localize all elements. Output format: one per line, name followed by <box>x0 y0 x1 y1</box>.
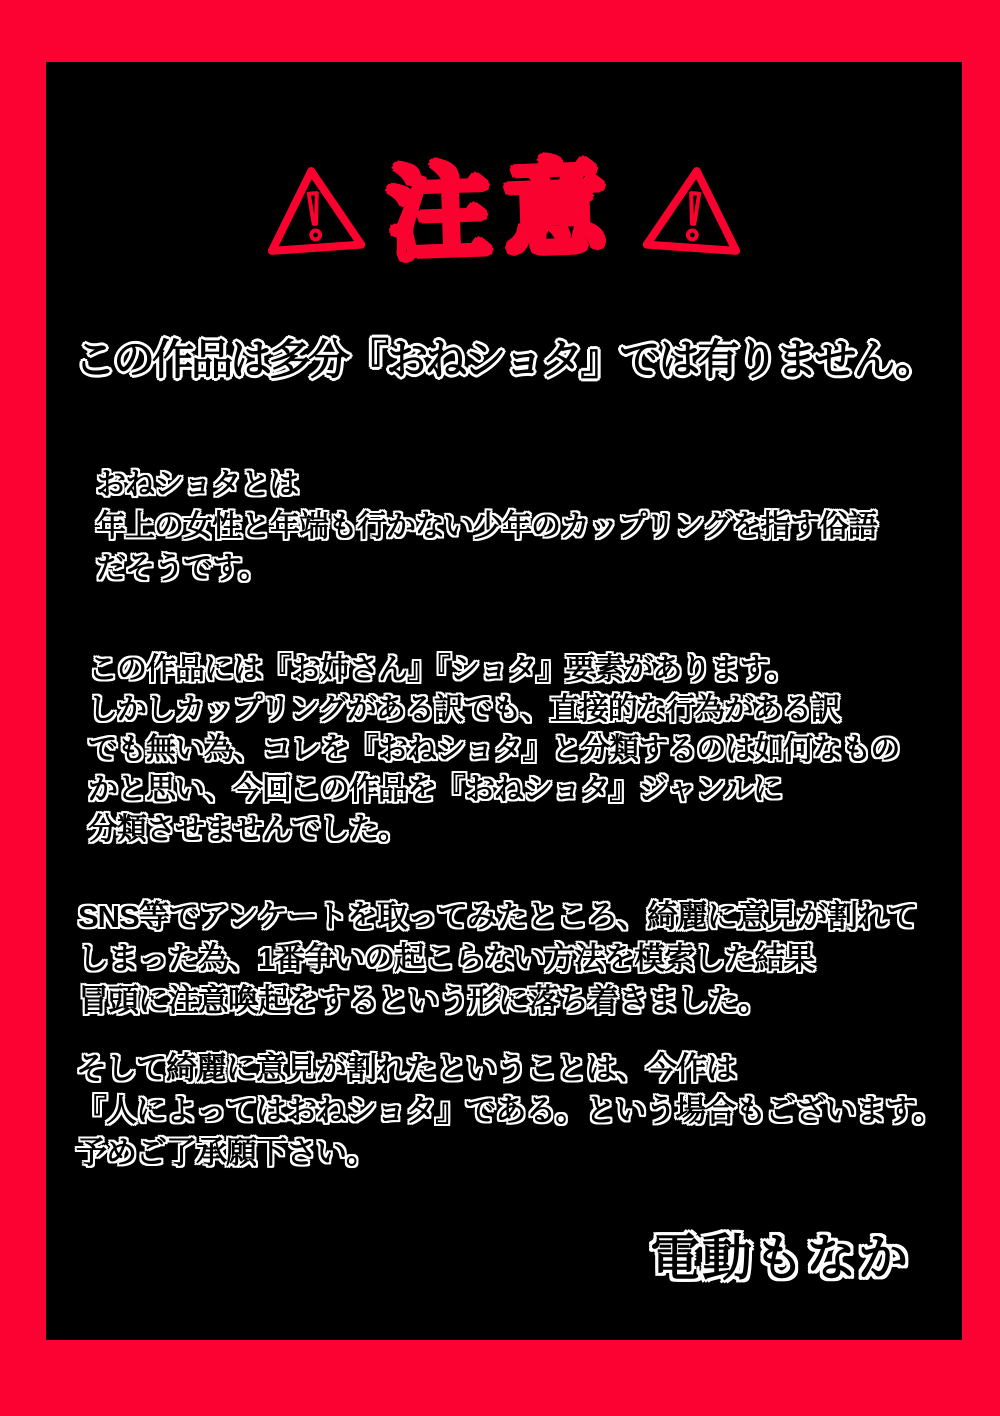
paragraph-disclaimer <box>76 1048 943 1174</box>
paragraph-definition <box>96 464 877 590</box>
warning-triangle-icon <box>259 159 369 262</box>
paragraph-line: SNS等でアンケートを取ってみたところ、綺麗に意見が割れて <box>78 899 917 934</box>
paragraph-classification <box>88 650 899 850</box>
paragraph-line: 予めご了承願下さい。 <box>76 1135 376 1170</box>
paragraph-survey <box>78 896 917 1022</box>
paragraph-line: しまった為、1番争いの起こらない方法を模索した結果 <box>78 941 815 976</box>
paragraph-line: おねショタとは <box>96 468 299 501</box>
paragraph-line: 分類させませんでした。 <box>88 813 407 846</box>
paragraph-line: 冒頭に注意喚起をするという形に落ち着きました。 <box>78 983 768 1018</box>
notice-subtitle: この作品は多分『おねショタ』では有りません。 <box>74 336 934 383</box>
paragraph-line: そして綺麗に意見が割れたということは、今作は <box>76 1051 736 1086</box>
page-title: 注意 <box>386 149 622 273</box>
paragraph-line: この作品には『お姉さん』『ショタ』要素があります。 <box>88 653 795 686</box>
notice-panel <box>46 62 962 1340</box>
paragraph-line: 年上の女性と年端も行かない少年のカップリングを指す俗語 <box>96 510 877 543</box>
author-signature: 電動もなか <box>650 1230 910 1286</box>
paragraph-line: しかしカップリングがある訳でも、直接的な行為がある訳 <box>88 693 840 726</box>
paragraph-line: でも無い為、コレを『おねショタ』と分類するのは如何なもの <box>88 733 900 766</box>
paragraph-line: かと思い、今回この作品を『おねショタ』ジャンルに <box>88 773 783 806</box>
warning-triangle-icon <box>639 159 749 262</box>
title-row <box>46 149 962 273</box>
paragraph-line: だそうです。 <box>96 552 268 585</box>
paragraph-line: 『人によってはおねショタ』である。という場合もございます。 <box>76 1093 943 1128</box>
